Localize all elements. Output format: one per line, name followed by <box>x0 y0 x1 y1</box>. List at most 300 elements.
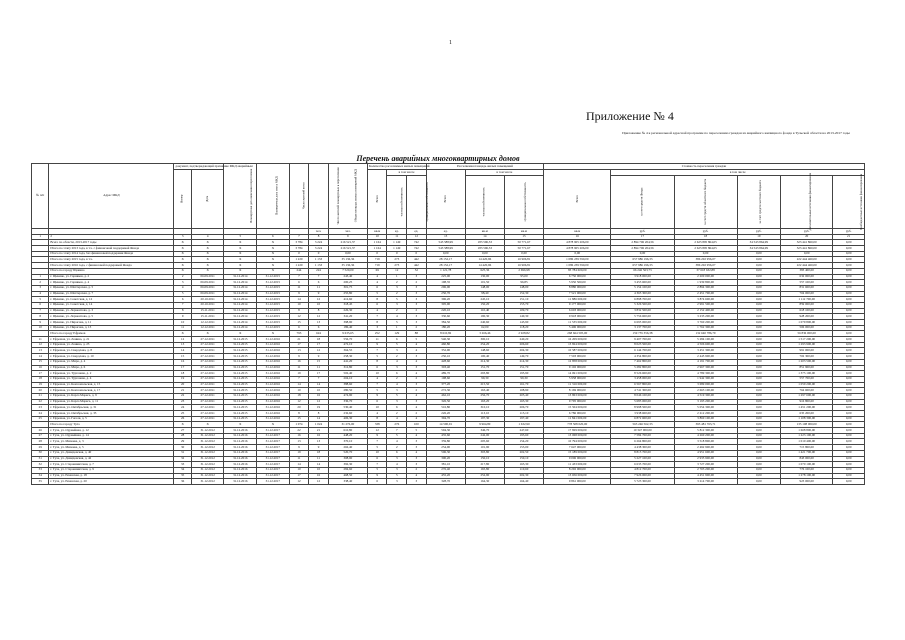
table-cell: 6 264 800,00 <box>611 439 674 445</box>
table-cell: 3 <box>407 302 427 308</box>
table-cell: г. Тула, ул. Рязанская, д. 18 <box>49 473 174 479</box>
table-cell: 489,70 <box>426 371 465 377</box>
table-cell: 1 223 100,00 <box>781 433 833 439</box>
table-cell: 33 <box>174 462 191 468</box>
table-cell: 31.12.2016 <box>224 445 257 451</box>
table-cell: 88 <box>407 331 427 337</box>
table-cell: 0,00 <box>737 388 780 394</box>
table-cell: 702 300,00 <box>781 354 833 360</box>
table-cell: 4 <box>407 342 427 348</box>
table-cell: 704 000,00 <box>781 291 833 297</box>
table-row <box>32 479 865 485</box>
table-cell: 4 <box>407 433 427 439</box>
table-cell: 8 <box>367 416 387 422</box>
table-cell: 8 <box>309 411 329 417</box>
col-header-count: Количество расселяемых жилых помещений <box>368 163 430 168</box>
table-cell: X <box>257 268 290 274</box>
table-cell: 776 100,00 <box>781 467 833 473</box>
table-cell: 0,00 <box>833 337 865 343</box>
table-cell: 0,00 <box>737 257 780 263</box>
table-cell: 19 <box>737 234 780 240</box>
table-cell: X <box>257 246 290 252</box>
table-cell: 296,00 <box>426 285 465 291</box>
table-cell: 4 <box>387 439 407 445</box>
table-cell: 3 <box>407 399 427 405</box>
table-cell: 1 942 300,00 <box>674 376 737 382</box>
table-cell: 151,70 <box>465 365 504 371</box>
col-header-regional: за счет средств областного бюджета <box>674 176 737 229</box>
table-cell: 7 <box>367 348 387 354</box>
houses-table <box>31 163 865 485</box>
table-cell: 13 <box>309 439 329 445</box>
table-cell: 719 <box>367 263 387 269</box>
col-header-fund: за счет средств Фонда <box>611 176 674 229</box>
table-cell: 113,10 <box>504 411 543 417</box>
table-cell: 31.12.2016 <box>224 428 257 434</box>
table-cell: 164,30 <box>465 479 504 485</box>
table-cell: 14 420,96 <box>465 257 504 263</box>
table-cell: 506,30 <box>426 450 465 456</box>
table-cell: 394,70 <box>426 416 465 422</box>
table-cell: 6 872 600,00 <box>611 416 674 422</box>
table-cell: 16 <box>174 359 191 365</box>
table-cell: г. Щекино, ул. Горняков, д. 4 <box>49 280 174 286</box>
table-cell: 338,40 <box>328 479 367 485</box>
table-cell: 31.12.2016 <box>257 337 290 343</box>
table-cell: 1 297 600,00 <box>781 393 833 399</box>
table-cell: 1 278 100,00 <box>781 473 833 479</box>
table-cell: X <box>174 422 191 428</box>
table-cell: 6 <box>367 399 387 405</box>
table-cell: 0,00 <box>737 337 780 343</box>
table-cell: 7 <box>367 462 387 468</box>
table-cell: 2 <box>407 388 427 394</box>
table-cell: 11 <box>289 285 309 291</box>
table-cell: 0,00 <box>737 297 780 303</box>
table-cell: 831 600,00 <box>781 285 833 291</box>
table-cell: 150,10 <box>504 456 543 462</box>
table-cell: 12 <box>309 479 329 485</box>
table-cell: X <box>174 257 191 263</box>
table-cell: 4 519 300,00 <box>674 393 737 399</box>
table-cell: 543 588,99 <box>426 240 465 246</box>
table-cell: 719 <box>367 257 387 263</box>
table-cell: 435,60 <box>426 433 465 439</box>
table-cell: 27.12.2011 <box>191 342 224 348</box>
table-cell: X <box>224 422 257 428</box>
table-cell: 31.12.2016 <box>257 411 290 417</box>
table-cell: 16 209 000,00 <box>544 337 611 343</box>
table-cell: 110,60 <box>504 467 543 473</box>
table-cell: 27.12.2011 <box>191 337 224 343</box>
table-cell: 0,00 <box>833 393 865 399</box>
table-cell: 9 <box>367 433 387 439</box>
table-cell: 3 266,46 <box>465 331 504 337</box>
table-cell: 240,20 <box>504 337 543 343</box>
table-cell: 31.12.2017 <box>257 467 290 473</box>
table-cell: 370,10 <box>328 439 367 445</box>
table-cell: 13 <box>289 348 309 354</box>
table-cell: 0,00 <box>833 297 865 303</box>
table-cell: 330,60 <box>426 314 465 320</box>
table-cell: 06.09.2011 <box>191 285 224 291</box>
table-cell: 392,30 <box>328 462 367 468</box>
table-cell: 31.12.2015 <box>257 308 290 314</box>
table-cell: 442 <box>407 257 427 263</box>
table-cell: 163,20 <box>465 399 504 405</box>
table-cell: 205,40 <box>504 393 543 399</box>
table-cell: 151,10 <box>504 297 543 303</box>
table-cell: 0,00 <box>833 467 865 473</box>
table-cell: 13 <box>32 348 49 354</box>
table-cell: 300,20 <box>426 456 465 462</box>
table-cell: 3 451 300,00 <box>674 348 737 354</box>
table-cell: X <box>257 251 290 257</box>
table-cell: 381,10 <box>426 462 465 468</box>
table-cell: 0,00 <box>833 450 865 456</box>
table-cell: 4 <box>407 405 427 411</box>
table-cell: 1 517 200,00 <box>781 337 833 343</box>
col-header-cost: Стоимость переселения граждан <box>544 164 865 170</box>
table-cell: 323 441 860,00 <box>781 246 833 252</box>
table-cell: 12 <box>174 337 191 343</box>
table-cell: 0,00 <box>737 382 780 388</box>
table-cell: 1 070 100,00 <box>781 462 833 468</box>
table-cell: 52 <box>407 268 427 274</box>
table-cell: 323 441 860,00 <box>781 240 833 246</box>
table-cell: 0,00 <box>737 473 780 479</box>
table-cell: 206,60 <box>504 342 543 348</box>
table-cell: 31.12.2014 <box>224 280 257 286</box>
table-cell: 635 200,00 <box>781 411 833 417</box>
table-cell: X <box>257 257 290 263</box>
table-cell: 0,00 <box>328 251 367 257</box>
table-cell: 300,10 <box>465 337 504 343</box>
table-cell: 8 023 500,00 <box>611 342 674 348</box>
table-cell: 2 894 706 204,56 <box>611 240 674 246</box>
table-cell: 1 421 700,00 <box>781 450 833 456</box>
table-cell: 12 <box>309 297 329 303</box>
table-cell: 2 <box>407 467 427 473</box>
table-cell: 31.12.2017 <box>257 456 290 462</box>
table-cell: 312,80 <box>328 365 367 371</box>
table-cell: 4 191 700,00 <box>674 359 737 365</box>
table-cell: 31.12.2012 <box>191 450 224 456</box>
col-header-count-priv: частная собственность <box>387 176 407 229</box>
table-cell: 23 <box>32 405 49 411</box>
table-cell: 5 723 300,00 <box>611 479 674 485</box>
table-cell: 396,20 <box>426 297 465 303</box>
table-cell: 226,30 <box>328 308 367 314</box>
table-cell: 14 <box>289 297 309 303</box>
table-cell: 12.12.2011 <box>191 320 224 326</box>
table-cell: 0,00 <box>737 359 780 365</box>
table-cell: г. Ефремов, ул. Тургенева, д. 2 <box>49 371 174 377</box>
table-cell: 0,00 <box>833 354 865 360</box>
table-cell: 4 <box>387 416 407 422</box>
table-cell: 3 <box>407 456 427 462</box>
table-cell: 6 <box>367 302 387 308</box>
table-cell: ед. <box>426 229 465 235</box>
table-cell: 222 444 460,00 <box>781 263 833 269</box>
table-cell: 28 152,17 <box>426 257 465 263</box>
table-cell: 96,85 <box>504 280 543 286</box>
table-cell: 0 <box>289 251 309 257</box>
table-cell: 11 433 000,00 <box>544 462 611 468</box>
table-cell: 69 <box>367 268 387 274</box>
table-cell: 462,10 <box>426 393 465 399</box>
table-cell: 200,25 <box>328 280 367 286</box>
table-cell: 3 <box>387 365 407 371</box>
table-cell: 31 276,00 <box>328 422 367 428</box>
table-cell: 197,40 <box>504 416 543 422</box>
table-cell: 12 858 000,00 <box>544 359 611 365</box>
table-cell: 6 <box>387 405 407 411</box>
table-cell: 10 <box>289 467 309 473</box>
table-cell: 19 <box>174 376 191 382</box>
table-cell: 632 000,00 <box>781 274 833 280</box>
table-cell: 4 <box>367 411 387 417</box>
table-cell: 5 <box>407 337 427 343</box>
table-cell: ед. <box>407 229 427 235</box>
table-cell: X <box>224 251 257 257</box>
table-cell: X <box>224 268 257 274</box>
col-header-additional: дополнительные источники финансирования <box>781 176 833 229</box>
table-cell: 14 <box>174 348 191 354</box>
table-cell: 0,00 <box>737 354 780 360</box>
table-cell: 11 <box>289 456 309 462</box>
table-cell: г. Тула, ул. Староникитская, д. 7 <box>49 462 174 468</box>
table-cell: 31.12.2017 <box>257 462 290 468</box>
table-cell: 20 <box>32 388 49 394</box>
table-cell: г. Ефремов, ул. Карла Маркса, д. 9 <box>49 393 174 399</box>
table-cell: 4 <box>387 314 407 320</box>
table-cell: 3 <box>174 280 191 286</box>
table-cell: 31.12.2015 <box>224 371 257 377</box>
table-cell: 11 <box>309 456 329 462</box>
table-cell: 27 <box>174 428 191 434</box>
table-cell: 100 <box>407 422 427 428</box>
table-cell: 3 <box>407 462 427 468</box>
table-cell: 135 108 000,00 <box>781 422 833 428</box>
table-cell: 8 610,82 <box>426 331 465 337</box>
table-cell: 165,80 <box>465 467 504 473</box>
table-cell: 1 632,90 <box>504 422 543 428</box>
table-cell: г. Ефремов, ул. Октябрьская, д. 33 <box>49 411 174 417</box>
table-cell: 8 <box>367 359 387 365</box>
table-cell: 30 <box>174 445 191 451</box>
table-cell: г. Тула, ул. Демидовская, д. 40 <box>49 450 174 456</box>
table-cell: 15 <box>309 359 329 365</box>
table-cell: чел. <box>309 229 329 235</box>
table-cell: 4 438 300,00 <box>611 445 674 451</box>
table-cell: 3 918 000,00 <box>611 274 674 280</box>
table-cell: 27.12.2011 <box>191 354 224 360</box>
table-cell: 183 596,33 <box>465 240 504 246</box>
table-cell: 13 <box>289 439 309 445</box>
table-cell: 8 169 000,00 <box>544 388 611 394</box>
table-cell: 474,90 <box>328 393 367 399</box>
table-cell: Всего по области, 2013-2017 годы <box>49 240 174 246</box>
table-cell: 164,40 <box>504 479 543 485</box>
table-cell: 6 <box>387 450 407 456</box>
table-cell: 9 <box>289 445 309 451</box>
table-cell: 11 <box>387 234 407 240</box>
table-cell: 31.12.2014 <box>224 297 257 303</box>
table-cell: 4 878 905 206,00 <box>544 246 611 252</box>
table-cell: 3 <box>407 354 427 360</box>
table-cell: 13 <box>309 320 329 326</box>
table-cell: 3 784 <box>289 240 309 246</box>
table-cell: 1 086 239 590,00 <box>544 263 611 269</box>
document-title: Перечень аварийных многоквартирных домов <box>356 154 520 163</box>
table-cell: 543 588,99 <box>426 246 465 252</box>
col-header-count-all: Всего <box>367 170 387 229</box>
table-cell: 10 <box>174 320 191 326</box>
table-cell: 272,30 <box>426 388 465 394</box>
table-cell: 5 <box>367 291 387 297</box>
table-cell: 0,00 <box>737 456 780 462</box>
table-cell: 0,00 <box>737 467 780 473</box>
table-cell: 37 618 632,88 <box>674 268 737 274</box>
table-cell: г. Тула, ул. Рязанская, д. 20 <box>49 479 174 485</box>
table-cell: 2 212 200,00 <box>674 411 737 417</box>
table-cell: 0,00 <box>781 251 833 257</box>
table-cell: г. Тула, ул. Михеева, д. 5 <box>49 445 174 451</box>
table-cell: 0,00 <box>737 376 780 382</box>
table-cell: 3 <box>407 479 427 485</box>
table-cell: 0,00 <box>833 371 865 377</box>
table-cell: 7 <box>309 274 329 280</box>
table-cell: 3 <box>407 314 427 320</box>
table-cell: 22 <box>32 399 49 405</box>
table-cell: 1 133 <box>309 257 329 263</box>
table-cell: 2 894 706 204,56 <box>611 246 674 252</box>
table-cell: г. Ефремов, ул. Октябрьская, д. 31 <box>49 405 174 411</box>
table-cell: 95,00 <box>504 274 543 280</box>
table-cell: 254,90 <box>426 445 465 451</box>
table-cell: 13 656 000,00 <box>544 473 611 479</box>
table-cell: 388,60 <box>328 382 367 388</box>
table-cell: 1 451 200,00 <box>781 405 833 411</box>
table-cell: 8 046 100,00 <box>611 393 674 399</box>
table-cell: 31.12.2015 <box>224 342 257 348</box>
table-cell: 5 <box>387 342 407 348</box>
table-cell: 247,60 <box>504 428 543 434</box>
table-cell: 149,70 <box>504 354 543 360</box>
table-cell: 10 <box>367 371 387 377</box>
table-cell: 0,00 <box>737 268 780 274</box>
table-cell: 20 <box>174 382 191 388</box>
table-cell: 2 <box>387 411 407 417</box>
table-cell: 793 <box>289 331 309 337</box>
table-cell: 2 <box>387 308 407 314</box>
table-cell: 0,00 <box>737 365 780 371</box>
table-cell: 3 458 000,00 <box>611 376 674 382</box>
table-cell: 159 755 356,38 <box>611 331 674 337</box>
table-cell: 16 <box>309 473 329 479</box>
table-cell: 255,80 <box>328 291 367 297</box>
table-cell: 6 <box>367 479 387 485</box>
table-cell: 0,00 <box>833 342 865 348</box>
table-cell: 66 246 563,73 <box>611 268 674 274</box>
table-cell: 11 841 000,00 <box>544 416 611 422</box>
table-cell: 31.12.2017 <box>257 479 290 485</box>
table-cell: 15 <box>289 320 309 326</box>
table-cell: 0,00 <box>737 342 780 348</box>
table-cell: г. Тула, ул. Оружейная, д. 14 <box>49 433 174 439</box>
table-cell: 455,20 <box>426 473 465 479</box>
table-cell: 8 880 000,00 <box>544 285 611 291</box>
table-cell: 6 750 000,00 <box>544 274 611 280</box>
table-cell: 22 <box>174 393 191 399</box>
table-cell: 186,40 <box>328 325 367 331</box>
table-cell: 4 <box>367 280 387 286</box>
table-cell: 0,00 <box>737 251 780 257</box>
table-cell: 0,00 <box>833 274 865 280</box>
table-cell: 520,70 <box>328 450 367 456</box>
table-cell: 923 000,00 <box>781 479 833 485</box>
table-cell: 7 <box>367 439 387 445</box>
table-cell: 16 906,81 <box>504 257 543 263</box>
table-cell: 150,10 <box>465 456 504 462</box>
table-cell: 540,30 <box>426 337 465 343</box>
table-cell: 0,00 <box>833 382 865 388</box>
table-cell: 10 587 000,00 <box>544 348 611 354</box>
table-cell: 0,00 <box>833 433 865 439</box>
table-cell: 9 <box>309 445 329 451</box>
table-cell: 6 567 800,00 <box>611 382 674 388</box>
table-cell: 5 756 600,00 <box>611 314 674 320</box>
table-cell: 0,00 <box>737 439 780 445</box>
table-cell: 0,00 <box>833 320 865 326</box>
table-cell: кв.м <box>367 229 387 235</box>
table-cell: 9 <box>367 342 387 348</box>
table-cell: 12 <box>387 268 407 274</box>
table-cell: 5 154 100,00 <box>611 285 674 291</box>
table-cell: 2 200 000,00 <box>674 274 737 280</box>
table-cell: 0,00 <box>833 268 865 274</box>
table-cell: 916 800,00 <box>781 399 833 405</box>
col-header-address: Адрес МКД <box>49 164 174 229</box>
table-cell: 31.12.2016 <box>257 388 290 394</box>
table-cell: 11 <box>367 337 387 343</box>
table-cell: 31.12.2014 <box>224 308 257 314</box>
table-cell: 3 689 000,00 <box>674 382 737 388</box>
table-cell: 250,70 <box>426 291 465 297</box>
table-cell: 1 164 <box>367 246 387 252</box>
table-cell: 468,50 <box>328 473 367 479</box>
table-cell: 118,20 <box>504 325 543 331</box>
table-cell: 3 <box>387 479 407 485</box>
table-cell: 16 <box>309 433 329 439</box>
table-cell: 1 121,78 <box>426 268 465 274</box>
table-cell: 9 <box>309 354 329 360</box>
table-cell: 31.12.2016 <box>257 359 290 365</box>
table-cell: 262,40 <box>328 445 367 451</box>
table-cell: 7 462 800,00 <box>611 359 674 365</box>
table-cell: 3 <box>407 365 427 371</box>
table-cell: 31.12.2016 <box>224 479 257 485</box>
table-cell: 0,00 <box>426 251 465 257</box>
table-cell: г. Тула, ул. Оружейная, д. 12 <box>49 428 174 434</box>
table-cell: 31.12.2016 <box>224 462 257 468</box>
table-cell: 7 926 000,00 <box>611 473 674 479</box>
table-cell: 34 <box>174 467 191 473</box>
table-cell: 3 <box>387 285 407 291</box>
table-cell: 31.12.2017 <box>257 433 290 439</box>
table-cell: 0,00 <box>833 257 865 263</box>
